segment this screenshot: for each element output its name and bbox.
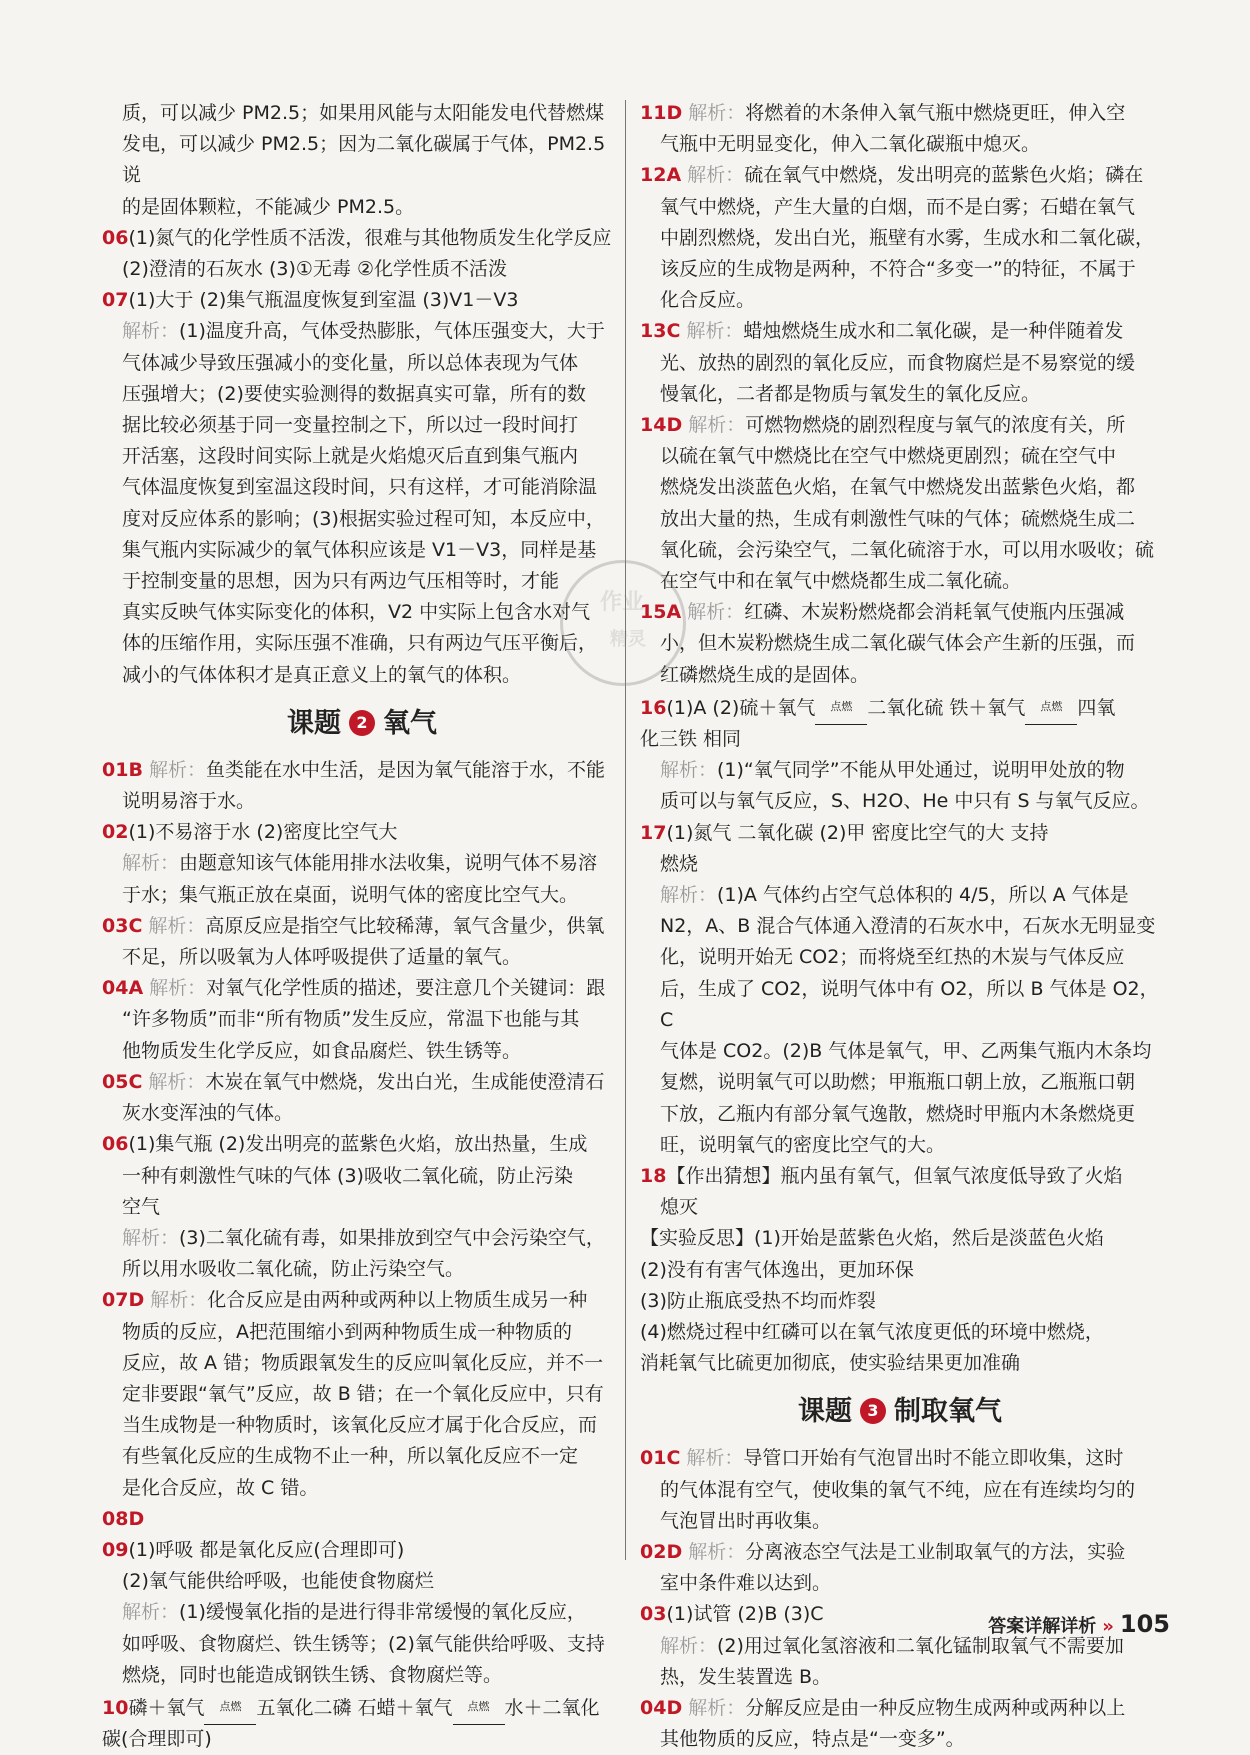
watermark-text: 作业 [600, 590, 645, 615]
text-line: 所以用水吸收二氧化硫，防止污染空气。 [122, 1258, 465, 1281]
question-number: 17 [640, 821, 667, 844]
column-divider [625, 100, 626, 1560]
text-line: 分解反应是由一种反应物生成两种或两种以上 [745, 1696, 1126, 1719]
text-line: 的气体混有空气，使收集的氧气不纯，应在有连续均匀的 [660, 1478, 1136, 1501]
text-line: (3)二氧化硫有毒，如果排放到空气中会污染空气， [179, 1226, 605, 1249]
text-line: (1)温度升高，气体受热膨胀，气体压强变大，大于 [179, 320, 605, 343]
text-line: (1)“氧气同学”不能从甲处通过，说明甲处放的物 [717, 759, 1125, 782]
question-number: 12 [640, 164, 667, 187]
text-line: 体的压缩作用，实际压强不准确，只有两边气压平衡后， [122, 632, 598, 655]
text-line: 化，说明开始无 CO2；而将烧至红热的木炭与气体反应 [660, 946, 1125, 969]
text-line: 度对反应体系的影响；(3)根据实验过程可知，本反应中， [122, 507, 605, 530]
answer-letter: B [128, 758, 143, 781]
explanation [640, 755, 1160, 817]
question-number: 15 [640, 601, 667, 624]
answer-item [102, 973, 622, 1067]
text-line: 化合反应。 [660, 289, 756, 312]
text-line: 鱼类能在水中生活，是因为氧气能溶于水，不能 [205, 758, 605, 781]
explanation-label: 解析： [122, 320, 180, 343]
answer-item [640, 316, 1160, 410]
answer-item [102, 848, 622, 910]
explanation-label: 解析： [688, 414, 746, 437]
answer-item [102, 223, 622, 285]
answer-letter: C [666, 320, 681, 343]
question-number: 09 [102, 1538, 129, 1561]
text-line: 导管口开始有气泡冒出时不能立即收集，这时 [743, 1447, 1124, 1470]
explanation-label: 解析： [686, 320, 744, 343]
explanation-label: 解析： [687, 601, 745, 624]
answer-letter: A [666, 601, 682, 624]
text-line: 气瓶中无明显变化，伸入二氧化碳瓶中熄灭。 [660, 133, 1041, 156]
text-line: 一种有刺激性气味的气体 (3)吸收二氧化硫，防止污染 [122, 1164, 573, 1187]
question-number: 03 [640, 1603, 667, 1626]
explanation-label: 解析： [122, 852, 180, 875]
text-line: 将燃着的木条伸入氧气瓶中燃烧更旺，伸入空 [745, 102, 1126, 124]
answer-letter: C [128, 1070, 143, 1093]
text-line: 【实验反思】(1)开始是蓝紫色火焰，然后是淡蓝色火焰 [640, 1227, 1104, 1250]
answer-item [640, 410, 1160, 597]
answer-item [102, 1223, 622, 1285]
answer-letter: A [666, 164, 682, 187]
text-line: (2)没有有害气体逸出，更加环保 [640, 1258, 914, 1281]
answer-letter: D [128, 1507, 145, 1530]
text-line: (1)大于 (2)集气瓶温度恢复到室温 (3)V1－V3 [128, 289, 519, 312]
text-line: 熄灭 [660, 1196, 699, 1219]
text-line: 空气 [122, 1195, 161, 1218]
answer-letter: C [128, 914, 143, 937]
answer-item [640, 1161, 1160, 1379]
page-footer [988, 1610, 1170, 1638]
explanation-label: 解析： [148, 914, 206, 937]
text-line: 在空气中和在氧气中燃烧都生成二氧化硫。 [660, 570, 1022, 593]
answer-item [640, 818, 1160, 1161]
answer-item [640, 1693, 1160, 1755]
text-line: 气体温度恢复到室温这段时间，只有这样，才可能消除温 [122, 476, 598, 499]
explanation-label: 解析： [660, 884, 718, 907]
text-line: 下放，乙瓶内有部分氧气逸散，燃烧时甲瓶内木条燃烧更 [660, 1102, 1136, 1125]
text-line: 消耗氧气比硫更加彻底，使实验结果更加准确 [640, 1352, 1021, 1375]
question-number: 06 [102, 226, 129, 249]
text-line: 气体是 CO2。(2)B 气体是氧气，甲、乙两集气瓶内木条均 [660, 1040, 1152, 1063]
text-line: 放出大量的热，生成有刺激性气味的气体；硫燃烧生成二 [660, 507, 1136, 530]
section-title-text: 制取氧气 [894, 1396, 1002, 1428]
text-line: 如呼吸、食物腐烂、铁生锈等；(2)氧气能供给呼吸、支持 [122, 1632, 605, 1655]
right-column [640, 98, 1160, 1755]
answer-item [640, 160, 1160, 316]
answer-item [102, 285, 622, 691]
explanation-label: 解析： [688, 102, 746, 124]
explanation-label: 解析： [688, 1696, 746, 1719]
explanation-label: 解析： [150, 1289, 208, 1312]
text-line: 室中条件难以达到。 [660, 1572, 832, 1595]
question-number: 18 [640, 1164, 667, 1187]
reaction-arrow: 点燃 [204, 1691, 256, 1722]
text-line: (1)缓慢氧化指的是进行得非常缓慢的氧化反应， [179, 1601, 586, 1624]
equation-text: 二氧化硫 铁＋氧气 [867, 696, 1026, 719]
intro-text [102, 98, 622, 223]
answer-item [102, 911, 622, 973]
answer-item [102, 755, 622, 817]
reaction-arrow: 点燃 [815, 691, 867, 722]
explanation-label: 解析： [687, 164, 745, 187]
text-line: 复燃，说明氧气可以助燃；甲瓶瓶口朝上放，乙瓶瓶口朝 [660, 1071, 1136, 1094]
text-line: 慢氧化，二者都是物质与氧发生的氧化反应。 [660, 382, 1041, 405]
text-line: 燃烧 [660, 852, 699, 875]
text-line: 氧化硫，会污染空气，二氧化硫溶于水，可以用水吸收；硫 [660, 538, 1155, 561]
question-number: 10 [102, 1696, 129, 1719]
left-column [102, 98, 622, 1755]
text-line: 真实反映气体实际变化的体积，V2 中实际上包含水对气 [122, 601, 591, 624]
explanation [640, 880, 1160, 1161]
text-line: 分离液态空气法是工业制取氧气的方法，实验 [745, 1540, 1126, 1563]
question-number: 08 [102, 1507, 129, 1530]
answer-item [102, 1067, 622, 1129]
text-line: 减小的气体体积才是真正意义上的氧气的体积。 [122, 663, 522, 686]
text-line: 高原反应是指空气比较稀薄，氧气含量少，供氧 [205, 914, 605, 937]
text-line: 旺，说明氧气的密度比空气的大。 [660, 1133, 946, 1156]
text-line: 化合反应是由两种或两种以上物质生成另一种 [207, 1289, 588, 1312]
text-line: 可燃物燃烧的剧烈程度与氧气的浓度有关，所 [745, 414, 1126, 437]
explanation-label: 解析： [148, 758, 206, 781]
text-line: 后，生成了 CO2，说明气体中有 O2，所以 B 气体是 O2，C [660, 977, 1159, 1031]
text-line: 对氧气化学性质的描述，要注意几个关键词：跟 [206, 977, 606, 1000]
text-line: 质可以与氧气反应，S、H2O、He 中只有 S 与氧气反应。 [660, 790, 1150, 813]
text-line: (1)氮气的化学性质不活泼，很难与其他物质发生化学反应 [128, 226, 612, 249]
section-title [640, 1385, 1160, 1439]
question-number: 05 [102, 1070, 129, 1093]
explanation-label: 解析： [660, 1634, 718, 1657]
text-line: 有些氧化反应的生成物不止一种，所以氧化反应不一定 [122, 1445, 579, 1468]
text-line: 他物质发生化学反应，如食品腐烂、铁生锈等。 [122, 1039, 522, 1062]
explanation-label: 解析： [149, 977, 207, 1000]
text-line: 【作出猜想】瓶内虽有氧气，但氧气浓度低导致了火焰 [666, 1164, 1123, 1187]
answer-list [640, 1443, 1160, 1755]
answer-letter: D [666, 414, 683, 437]
text-line: 化三铁 相同 [640, 728, 742, 751]
answer-letter: D [666, 1540, 683, 1563]
question-number: 03 [102, 914, 129, 937]
text-line: (2)氧气能供给呼吸，也能使食物腐烂 [122, 1570, 434, 1593]
text-line: 开活塞，这段时间实际上就是火焰熄灭后直到集气瓶内 [122, 445, 579, 468]
text-line: 气体减少导致压强减小的变化量，所以总体表现为气体 [122, 351, 579, 374]
explanation-label: 解析： [148, 1070, 206, 1093]
text-line: 说明易溶于水。 [122, 790, 256, 813]
answer-item [640, 98, 1160, 160]
answer-letter: D [128, 1289, 145, 1312]
text-line: 其他物质的反应，特点是“一变多”。 [660, 1728, 965, 1751]
text-line: (1)不易溶于水 (2)密度比空气大 [128, 821, 398, 844]
text-line: 蜡烛燃烧生成水和二氧化碳，是一种伴随着发 [743, 320, 1124, 343]
text-line: 硫在氧气中燃烧，发出明亮的蓝紫色火焰；磷在 [744, 164, 1144, 187]
question-number: 02 [640, 1540, 667, 1563]
answer-item [102, 1504, 622, 1535]
text-line: (1)A 气体约占空气总体积的 4/5，所以 A 气体是 [717, 884, 1129, 907]
question-number: 04 [102, 977, 129, 1000]
question-number: 02 [102, 821, 129, 844]
reaction-arrow: 点燃 [453, 1691, 505, 1722]
text-line: 光、放热的剧烈的氧化反应，而食物腐烂是不易察觉的缓 [660, 351, 1136, 374]
answer-list [640, 98, 1160, 691]
text-line: (2)用过氧化氢溶液和二氧化锰制取氧气不需要加 [717, 1634, 1124, 1657]
question-number: 11 [640, 102, 667, 124]
answer-item [640, 691, 1160, 818]
text-line: 由题意知该气体能用排水法收集，说明气体不易溶 [179, 852, 598, 875]
answer-item [102, 817, 622, 848]
text-line: (4)燃烧过程中红磷可以在氧气浓度更低的环境中燃烧， [640, 1320, 1104, 1343]
question-number: 14 [640, 414, 667, 437]
text-line: (1)集气瓶 (2)发出明亮的蓝紫色火焰，放出热量，生成 [128, 1133, 588, 1156]
answer-item [640, 1631, 1160, 1693]
explanation-label: 解析： [122, 1226, 180, 1249]
explanation-label: 解析： [686, 1447, 744, 1470]
answer-letter: D [666, 1696, 683, 1719]
text-line: 红磷燃烧生成的是固体。 [660, 663, 870, 686]
footer-label: 答案详解详析 [988, 1616, 1097, 1637]
text-line: 反应，故 A 错；物质跟氧发生的反应叫氧化反应，并不一 [122, 1351, 604, 1374]
text-line: 木炭在氧气中燃烧，发出白光，生成能使澄清石 [205, 1070, 605, 1093]
question-number: 07 [102, 289, 129, 312]
answer-item [102, 1285, 622, 1503]
section-title-prefix: 课题 [798, 1396, 852, 1428]
text-line: 气泡冒出时再收集。 [660, 1509, 832, 1532]
text-line: 以硫在氧气中燃烧比在空气中燃烧更剧烈；硫在空气中 [660, 445, 1117, 468]
text-line: (2)澄清的石灰水 (3)①无毒 ②化学性质不活泼 [122, 258, 507, 281]
question-number: 04 [640, 1696, 667, 1719]
answer-list [102, 755, 622, 1691]
answer-item [640, 597, 1160, 691]
text-line: 于水；集气瓶正放在桌面，说明气体的密度比空气大。 [122, 883, 579, 906]
text-line: 质，可以减少 PM2.5；如果用风能与太阳能发电代替燃煤 [122, 102, 605, 124]
text-line: (1)呼吸 都是氧化反应(合理即可) [128, 1538, 405, 1561]
watermark-text: 精灵 [610, 629, 646, 650]
text-line: 当生成物是一种物质时，该氧化反应才属于化合反应，而 [122, 1414, 598, 1437]
text-line: N2，A、B 混合气体通入澄清的石灰水中，石灰水无明显变 [660, 915, 1156, 938]
text-line: 压强增大；(2)要使实验测得的数据真实可靠，所有的数 [122, 382, 586, 405]
question-number: 01 [640, 1447, 667, 1470]
text-line: 发电，可以减少 PM2.5；因为二氧化碳属于气体，PM2.5 说 [122, 133, 606, 187]
equation-text: 磷＋氧气 [128, 1696, 205, 1719]
explanation [102, 316, 622, 690]
answer-item [102, 1535, 622, 1597]
section-number-badge: 2 [349, 710, 375, 736]
equation-text: (1)A (2)硫＋氧气 [666, 696, 816, 719]
section-title-prefix: 课题 [287, 707, 341, 739]
answer-letter: A [128, 977, 144, 1000]
section-title [102, 697, 622, 751]
answer-item [640, 1537, 1160, 1599]
explanation-label: 解析： [122, 1601, 180, 1624]
text-line: 集气瓶内实际减少的氧气体积应该是 V1－V3，同样是基 [122, 538, 597, 561]
equation-text: 五氧化二磷 石蜡＋氧气 [256, 1696, 453, 1719]
question-number: 13 [640, 320, 667, 343]
answer-item [102, 1129, 622, 1223]
chevron-icon: » [1102, 1616, 1114, 1637]
page-number: 105 [1119, 1610, 1170, 1638]
question-number: 07 [102, 1289, 129, 1312]
answer-item [640, 1443, 1160, 1537]
text-line: “许多物质”而非“所有物质”发生反应，常温下也能与其 [122, 1008, 580, 1031]
answer-letter: D [666, 102, 683, 124]
answer-item [102, 1597, 622, 1691]
question-number: 16 [640, 696, 667, 719]
equation-text: 四氧 [1077, 696, 1116, 719]
section-title-text: 氧气 [383, 707, 437, 739]
text-line: (1)试管 (2)B (3)C [666, 1603, 824, 1626]
text-line: 氧气中燃烧，产生大量的白烟，而不是白雾；石蜡在氧气 [660, 195, 1136, 218]
text-line: 灰水变浑浊的气体。 [122, 1102, 294, 1125]
text-line: (1)氮气 二氧化碳 (2)甲 密度比空气的大 支持 [666, 821, 1049, 844]
text-line: 红磷、木炭粉燃烧都会消耗氧气使瓶内压强减 [744, 601, 1125, 624]
text-line: 燃烧，同时也能造成钢铁生锈、食物腐烂等。 [122, 1663, 503, 1686]
text-line: 热，发生装置选 B。 [660, 1665, 832, 1688]
answer-letter: C [666, 1447, 681, 1470]
equation-text: 水＋二氧化 [504, 1696, 600, 1719]
text-line: 该反应的生成物是两种，不符合“多变一”的特征，不属于 [660, 258, 1136, 281]
text-line: 定非要跟“氧气”反应，故 B 错；在一个氧化反应中，只有 [122, 1382, 604, 1405]
answer-item [102, 1691, 622, 1755]
watermark-stamp [560, 560, 686, 686]
explanation-label: 解析： [688, 1540, 746, 1563]
text-line: 碳(合理即可) [102, 1728, 212, 1751]
text-line: 的是固体颗粒，不能减少 PM2.5。 [122, 195, 415, 218]
text-line: 不足，所以吸氧为人体呼吸提供了适量的氧气。 [122, 946, 522, 969]
text-line: 中剧烈燃烧，发出白光，瓶壁有水雾，生成水和二氧化碳， [660, 226, 1155, 249]
text-line: (3)防止瓶底受热不均而炸裂 [640, 1289, 876, 1312]
text-line: 物质的反应，A把范围缩小到两种物质生成一种物质的 [122, 1320, 572, 1343]
text-line: 据比较必须基于同一变量控制之下，所以过一段时间打 [122, 414, 579, 437]
text-line: 小，但木炭粉燃烧生成二氧化碳气体会产生新的压强，而 [660, 632, 1136, 655]
explanation-label: 解析： [660, 759, 718, 782]
reaction-arrow: 点燃 [1025, 691, 1077, 722]
text-line: 于控制变量的思想，因为只有两边气压相等时，才能 [122, 570, 560, 593]
text-line: 燃烧发出淡蓝色火焰，在氧气中燃烧发出蓝紫色火焰，都 [660, 476, 1136, 499]
question-number: 01 [102, 758, 129, 781]
text-line: 是化合反应，故 C 错。 [122, 1476, 319, 1499]
question-number: 06 [102, 1133, 129, 1156]
section-number-badge: 3 [860, 1398, 886, 1424]
